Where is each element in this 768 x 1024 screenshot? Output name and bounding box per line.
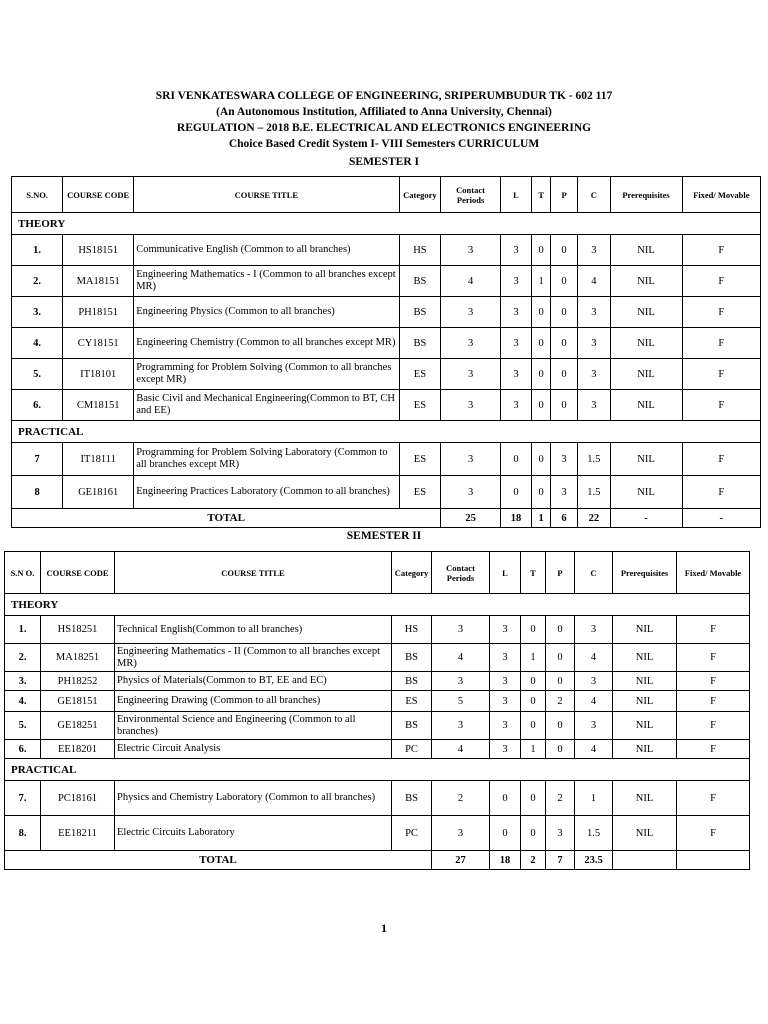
column-header: P — [550, 177, 577, 213]
serial-number: 5. — [12, 359, 63, 390]
total-t: 1 — [532, 509, 551, 528]
contact-periods: 3 — [441, 328, 501, 359]
table-row — [12, 476, 761, 509]
lecture: 3 — [490, 672, 521, 691]
category: BS — [392, 644, 432, 672]
credits: 3 — [578, 235, 610, 266]
prerequisites: NIL — [610, 443, 682, 476]
course-code: MA18251 — [41, 644, 115, 672]
course-title: Basic Civil and Mechanical Engineering(Common to BT, CH and EE) — [134, 390, 399, 421]
fixed-movable: F — [677, 691, 750, 712]
column-header: T — [532, 177, 551, 213]
total-p: 7 — [546, 851, 575, 870]
course-title: Engineering Practices Laboratory (Common to all branches) — [134, 476, 399, 509]
serial-number: 3. — [5, 672, 41, 691]
serial-number: 3. — [12, 297, 63, 328]
practical-hours: 0 — [550, 390, 577, 421]
serial-number: 2. — [5, 644, 41, 672]
lecture: 3 — [500, 390, 531, 421]
course-code: EE18211 — [41, 816, 115, 851]
tutorial: 0 — [521, 616, 546, 644]
lecture: 3 — [500, 235, 531, 266]
credits: 1.5 — [578, 443, 610, 476]
header-row — [12, 177, 761, 213]
document-header — [0, 88, 768, 152]
lecture: 0 — [500, 476, 531, 509]
fixed-movable: F — [677, 781, 750, 816]
contact-periods: 3 — [432, 672, 490, 691]
credits: 4 — [575, 691, 613, 712]
column-header: Fixed/ Movable — [682, 177, 760, 213]
course-title: Environmental Science and Engineering (Common to all branches) — [115, 712, 392, 740]
credits: 4 — [575, 644, 613, 672]
table-row — [5, 712, 750, 740]
column-header: C — [575, 552, 613, 594]
table-row — [5, 644, 750, 672]
regulation: REGULATION – 2018 B.E. ELECTRICAL AND ELECTRONICS ENGINEERING — [176, 122, 592, 134]
lecture: 3 — [490, 740, 521, 759]
course-code: GE18251 — [41, 712, 115, 740]
course-title: Physics of Materials(Common to BT, EE and EC) — [115, 672, 392, 691]
fixed-movable: F — [677, 816, 750, 851]
prerequisites: NIL — [610, 297, 682, 328]
fixed-movable: F — [682, 328, 760, 359]
fixed-movable: F — [682, 390, 760, 421]
lecture: 0 — [500, 443, 531, 476]
prerequisites: NIL — [613, 781, 677, 816]
tutorial: 1 — [521, 644, 546, 672]
semester-1-title: SEMESTER I — [349, 156, 419, 168]
table-row — [12, 328, 761, 359]
course-code: GE18151 — [41, 691, 115, 712]
table-row — [5, 672, 750, 691]
fixed-movable: F — [682, 443, 760, 476]
table-row — [12, 266, 761, 297]
lecture: 3 — [500, 328, 531, 359]
page-number: 1 — [381, 921, 387, 935]
course-title: Engineering Mathematics - II (Common to all branches except MR) — [115, 644, 392, 672]
lecture: 0 — [490, 781, 521, 816]
table-row — [5, 781, 750, 816]
practical-hours: 0 — [546, 740, 575, 759]
tutorial: 0 — [532, 476, 551, 509]
total-l: 18 — [490, 851, 521, 870]
serial-number: 5. — [5, 712, 41, 740]
credits: 4 — [578, 266, 610, 297]
total-label: TOTAL — [5, 851, 432, 870]
column-header: Contact Periods — [432, 552, 490, 594]
category: ES — [399, 443, 441, 476]
table-row — [12, 443, 761, 476]
lecture: 3 — [490, 644, 521, 672]
fixed-movable: F — [677, 740, 750, 759]
theory-section — [12, 213, 761, 235]
credits: 4 — [575, 740, 613, 759]
semester-1-table — [11, 176, 761, 528]
theory-section-label: THEORY — [12, 213, 761, 235]
contact-periods: 3 — [441, 297, 501, 328]
serial-number: 8 — [12, 476, 63, 509]
column-header: Category — [399, 177, 441, 213]
lecture: 3 — [500, 359, 531, 390]
table-row — [5, 616, 750, 644]
column-header: T — [521, 552, 546, 594]
category: BS — [399, 328, 441, 359]
prerequisites: NIL — [613, 672, 677, 691]
semester-2-table — [4, 551, 750, 870]
course-title: Physics and Chemistry Laboratory (Common to all branches) — [115, 781, 392, 816]
total-row — [5, 851, 750, 870]
table-row — [12, 235, 761, 266]
prerequisites: NIL — [610, 328, 682, 359]
contact-periods: 4 — [432, 644, 490, 672]
course-code: PH18252 — [41, 672, 115, 691]
credits: 3 — [575, 712, 613, 740]
prerequisites: NIL — [610, 359, 682, 390]
serial-number: 6. — [12, 390, 63, 421]
column-header: COURSE CODE — [41, 552, 115, 594]
practical-hours: 0 — [546, 672, 575, 691]
serial-number: 7 — [12, 443, 63, 476]
course-code: MA18151 — [63, 266, 134, 297]
column-header: L — [500, 177, 531, 213]
practical-hours: 0 — [550, 297, 577, 328]
category: HS — [392, 616, 432, 644]
contact-periods: 4 — [432, 740, 490, 759]
prerequisites: NIL — [610, 266, 682, 297]
column-header: Category — [392, 552, 432, 594]
tutorial: 1 — [532, 266, 551, 297]
course-code: IT18111 — [63, 443, 134, 476]
total-cp: 27 — [432, 851, 490, 870]
tutorial: 0 — [521, 781, 546, 816]
category: PC — [392, 816, 432, 851]
fixed-movable: F — [682, 359, 760, 390]
contact-periods: 3 — [441, 476, 501, 509]
lecture: 3 — [490, 691, 521, 712]
prerequisites: NIL — [610, 235, 682, 266]
theory-section — [5, 594, 750, 616]
serial-number: 8. — [5, 816, 41, 851]
credits: 3 — [575, 616, 613, 644]
category: ES — [399, 359, 441, 390]
column-header: COURSE TITLE — [134, 177, 399, 213]
prerequisites: NIL — [610, 476, 682, 509]
course-title: Electric Circuit Analysis — [115, 740, 392, 759]
practical-hours: 3 — [550, 443, 577, 476]
tutorial: 0 — [521, 816, 546, 851]
tutorial: 0 — [532, 359, 551, 390]
course-title: Programming for Problem Solving (Common to all branches except MR) — [134, 359, 399, 390]
contact-periods: 3 — [441, 235, 501, 266]
total-fm: - — [682, 509, 760, 528]
total-cp: 25 — [441, 509, 501, 528]
course-title: Communicative English (Common to all branches) — [134, 235, 399, 266]
course-title: Engineering Drawing (Common to all branches) — [115, 691, 392, 712]
header-row — [5, 552, 750, 594]
contact-periods: 3 — [432, 816, 490, 851]
table-row — [5, 740, 750, 759]
tutorial: 0 — [532, 235, 551, 266]
credits: 3 — [578, 297, 610, 328]
lecture: 3 — [500, 266, 531, 297]
total-row — [12, 509, 761, 528]
college-name: SRI VENKATESWARA COLLEGE OF ENGINEERING, SRIPERUMBUDUR TK - 602 117 — [155, 90, 613, 102]
serial-number: 1. — [12, 235, 63, 266]
prerequisites: NIL — [613, 616, 677, 644]
course-code: GE18161 — [63, 476, 134, 509]
prerequisites: NIL — [610, 390, 682, 421]
lecture: 3 — [500, 297, 531, 328]
practical-hours: 0 — [550, 235, 577, 266]
tutorial: 0 — [521, 712, 546, 740]
practical-hours: 0 — [546, 712, 575, 740]
category: PC — [392, 740, 432, 759]
practical-hours: 0 — [546, 644, 575, 672]
total-t: 2 — [521, 851, 546, 870]
column-header: Prerequisites — [613, 552, 677, 594]
table-row — [5, 691, 750, 712]
column-header: COURSE CODE — [63, 177, 134, 213]
category: BS — [399, 266, 441, 297]
total-fm — [677, 851, 750, 870]
serial-number: 1. — [5, 616, 41, 644]
table-row — [5, 816, 750, 851]
theory-section-label: THEORY — [5, 594, 750, 616]
total-label: TOTAL — [12, 509, 441, 528]
prerequisites: NIL — [613, 712, 677, 740]
total-p: 6 — [550, 509, 577, 528]
tutorial: 0 — [521, 672, 546, 691]
credits: 3 — [578, 390, 610, 421]
prerequisites: NIL — [613, 740, 677, 759]
fixed-movable: F — [682, 297, 760, 328]
table-row — [12, 359, 761, 390]
practical-hours: 0 — [550, 328, 577, 359]
course-title: Engineering Mathematics - I (Common to all branches except MR) — [134, 266, 399, 297]
category: HS — [399, 235, 441, 266]
practical-hours: 3 — [550, 476, 577, 509]
practical-hours: 0 — [550, 266, 577, 297]
semester-2-title: SEMESTER II — [346, 530, 422, 542]
course-code: PC18161 — [41, 781, 115, 816]
category: BS — [399, 297, 441, 328]
credits: 3 — [578, 359, 610, 390]
contact-periods: 3 — [432, 616, 490, 644]
column-header: COURSE TITLE — [115, 552, 392, 594]
course-code: PH18151 — [63, 297, 134, 328]
tutorial: 0 — [532, 297, 551, 328]
course-code: HS18251 — [41, 616, 115, 644]
practical-section — [12, 421, 761, 443]
lecture: 3 — [490, 616, 521, 644]
practical-section — [5, 759, 750, 781]
practical-hours: 0 — [550, 359, 577, 390]
contact-periods: 4 — [441, 266, 501, 297]
tutorial: 0 — [521, 691, 546, 712]
total-l: 18 — [500, 509, 531, 528]
course-title: Programming for Problem Solving Laboratory (Common to all branches except MR) — [134, 443, 399, 476]
contact-periods: 3 — [441, 359, 501, 390]
tutorial: 0 — [532, 390, 551, 421]
column-header: C — [578, 177, 610, 213]
course-title: Engineering Chemistry (Common to all branches except MR) — [134, 328, 399, 359]
total-pre — [613, 851, 677, 870]
credits: 3 — [578, 328, 610, 359]
column-header: L — [490, 552, 521, 594]
serial-number: 7. — [5, 781, 41, 816]
practical-section-label: PRACTICAL — [12, 421, 761, 443]
tutorial: 0 — [532, 443, 551, 476]
prerequisites: NIL — [613, 644, 677, 672]
table-row — [12, 297, 761, 328]
fixed-movable: F — [677, 672, 750, 691]
fixed-movable: F — [682, 235, 760, 266]
practical-hours: 2 — [546, 781, 575, 816]
course-title: Engineering Physics (Common to all branches) — [134, 297, 399, 328]
fixed-movable: F — [677, 644, 750, 672]
practical-hours: 0 — [546, 616, 575, 644]
serial-number: 4. — [5, 691, 41, 712]
category: ES — [399, 390, 441, 421]
contact-periods: 5 — [432, 691, 490, 712]
course-code: HS18151 — [63, 235, 134, 266]
total-c: 22 — [578, 509, 610, 528]
lecture: 0 — [490, 816, 521, 851]
contact-periods: 3 — [432, 712, 490, 740]
curriculum-title: Choice Based Credit System I- VIII Semesters CURRICULUM — [228, 138, 540, 150]
tutorial: 0 — [532, 328, 551, 359]
contact-periods: 2 — [432, 781, 490, 816]
serial-number: 2. — [12, 266, 63, 297]
affiliation: (An Autonomous Institution, Affiliated to Anna University, Chennai) — [216, 106, 552, 118]
column-header: Contact Periods — [441, 177, 501, 213]
column-header: P — [546, 552, 575, 594]
fixed-movable: F — [682, 476, 760, 509]
lecture: 3 — [490, 712, 521, 740]
practical-section-label: PRACTICAL — [5, 759, 750, 781]
credits: 1.5 — [575, 816, 613, 851]
credits: 1.5 — [578, 476, 610, 509]
fixed-movable: F — [682, 266, 760, 297]
category: BS — [392, 712, 432, 740]
course-title: Electric Circuits Laboratory — [115, 816, 392, 851]
fixed-movable: F — [677, 616, 750, 644]
fixed-movable: F — [677, 712, 750, 740]
table-row — [12, 390, 761, 421]
credits: 3 — [575, 672, 613, 691]
total-pre: - — [610, 509, 682, 528]
column-header: Prerequisites — [610, 177, 682, 213]
category: ES — [399, 476, 441, 509]
course-code: CY18151 — [63, 328, 134, 359]
course-title: Technical English(Common to all branches) — [115, 616, 392, 644]
category: BS — [392, 781, 432, 816]
contact-periods: 3 — [441, 390, 501, 421]
column-header: S.NO. — [12, 177, 63, 213]
course-code: EE18201 — [41, 740, 115, 759]
prerequisites: NIL — [613, 691, 677, 712]
practical-hours: 3 — [546, 816, 575, 851]
course-code: CM18151 — [63, 390, 134, 421]
credits: 1 — [575, 781, 613, 816]
column-header: Fixed/ Movable — [677, 552, 750, 594]
tutorial: 1 — [521, 740, 546, 759]
practical-hours: 2 — [546, 691, 575, 712]
serial-number: 4. — [12, 328, 63, 359]
serial-number: 6. — [5, 740, 41, 759]
total-c: 23.5 — [575, 851, 613, 870]
category: ES — [392, 691, 432, 712]
prerequisites: NIL — [613, 816, 677, 851]
course-code: IT18101 — [63, 359, 134, 390]
category: BS — [392, 672, 432, 691]
column-header: S.N O. — [5, 552, 41, 594]
contact-periods: 3 — [441, 443, 501, 476]
